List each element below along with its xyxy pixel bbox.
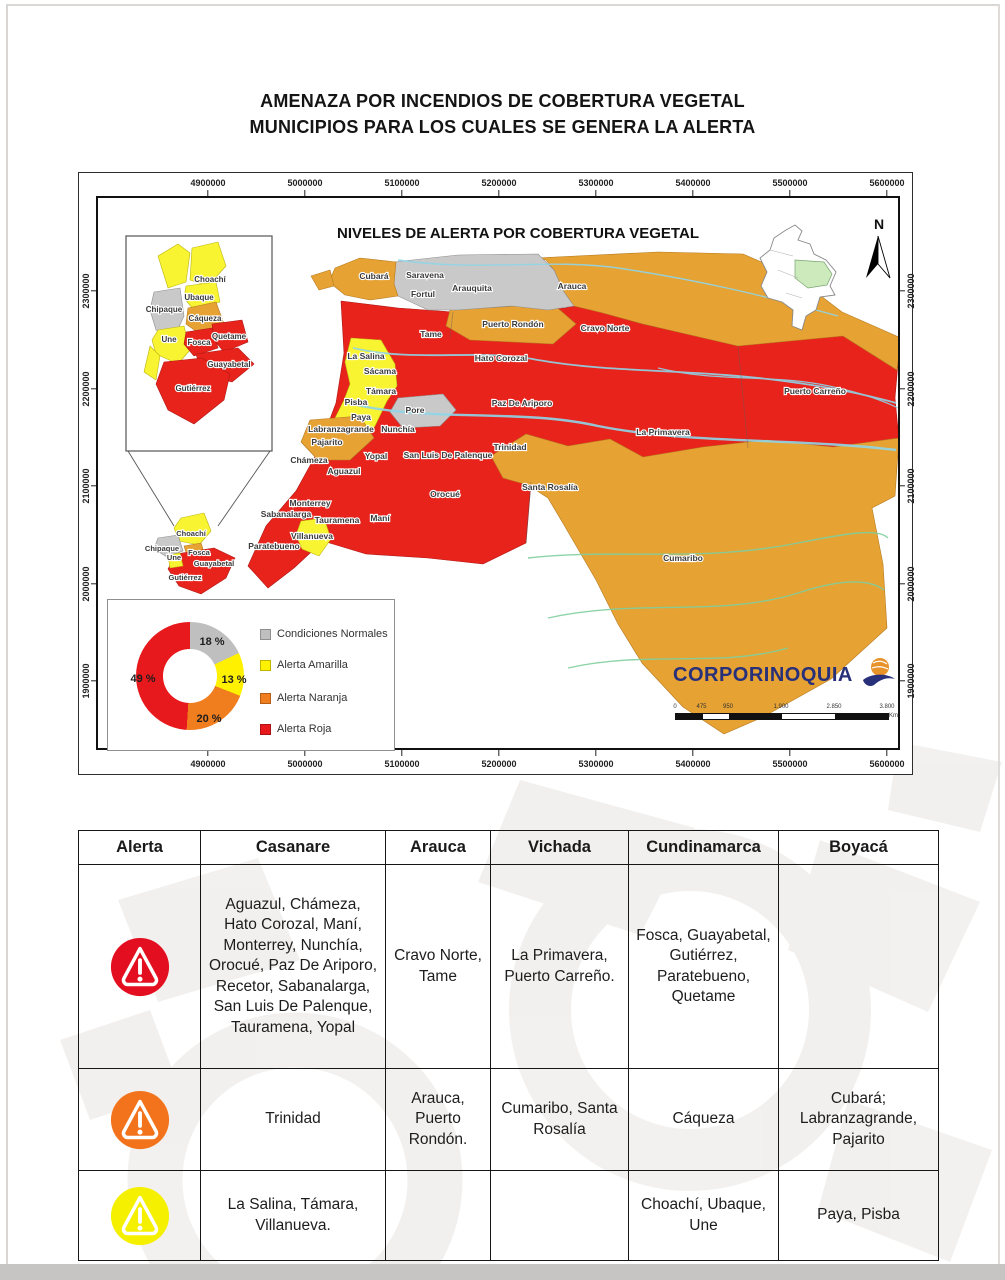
alert-triangle-icon <box>109 936 171 998</box>
axis-tick-label: 5000000 <box>287 178 323 188</box>
table-row <box>79 865 939 1069</box>
column-header: Casanare <box>201 831 386 865</box>
table-header-row <box>79 831 939 865</box>
map-label: Santa Rosalía <box>522 482 578 492</box>
map-label: Cravo Norte <box>580 323 630 333</box>
donut-hole <box>163 649 217 703</box>
map-label: Puerto Rondón <box>482 319 544 329</box>
map-label: Pisba <box>344 397 368 407</box>
scale-tick-label: 475 <box>696 704 707 710</box>
municipality-cell <box>491 1171 629 1261</box>
legend-item <box>260 628 388 640</box>
municipality-cell <box>779 865 939 1069</box>
axis-tick-label: 5300000 <box>578 178 614 188</box>
axis-tick-label: 2200000 <box>906 370 916 407</box>
municipality-cell: Arauca, Puerto Rondón. <box>386 1069 491 1171</box>
alert-triangle-icon <box>109 1089 171 1151</box>
map-label: Támara <box>365 386 397 396</box>
map-label: Paya <box>351 412 371 422</box>
axis-tick-label: 5500000 <box>772 759 808 769</box>
page-edge-top <box>6 4 1000 6</box>
scale-tick-label: 2.850 <box>826 704 842 710</box>
map-label: Choachí <box>176 529 206 538</box>
column-header: Arauca <box>386 831 491 865</box>
legend-label: Alerta Naranja <box>277 692 348 704</box>
map-label: Monterrey <box>289 498 331 508</box>
axis-tick-label: 1900000 <box>81 663 91 699</box>
column-header: Alerta <box>79 831 201 865</box>
table-row <box>79 1069 939 1171</box>
municipality-cell: Cravo Norte, Tame <box>386 865 491 1069</box>
map-label: Aguazul <box>327 466 361 476</box>
municipality-cell: Cumaribo, Santa Rosalía <box>491 1069 629 1171</box>
map-xaxis-bottom <box>98 750 905 772</box>
scale-tick-label: 0 <box>673 704 677 710</box>
page-edge-left <box>6 4 8 1264</box>
map-yaxis-left <box>79 196 97 746</box>
map-label: Chipaque <box>145 305 183 314</box>
logo-text: CORPORINOQUIA <box>673 663 853 686</box>
map-label: Chipaque <box>144 544 180 553</box>
column-header: Boyacá <box>779 831 939 865</box>
municipality-cell: Cubará; Labranzagrande, Pajarito <box>779 1069 939 1171</box>
map-label: Tauramena <box>314 515 360 525</box>
map-label: Guayabetal <box>193 559 235 568</box>
municipality-cell: Choachí, Ubaque, Une <box>629 1171 779 1261</box>
column-header: Vichada <box>491 831 629 865</box>
map-label: Sabanalarga <box>260 509 312 519</box>
axis-tick-label: 1900000 <box>906 663 916 699</box>
donut-percent-label: 49 % <box>130 673 156 685</box>
map-label: La Primavera <box>636 427 690 437</box>
document-title-line1: AMENAZA POR INCENDIOS DE COBERTURA VEGETAL <box>260 91 745 111</box>
map-label: Saravena <box>406 270 444 280</box>
map-label: Paz De Ariporo <box>491 398 553 408</box>
corporinoquia-logo <box>673 653 913 697</box>
axis-tick-label: 2300000 <box>906 273 916 309</box>
alert-table <box>78 830 939 1261</box>
map-label: Cubará <box>359 271 389 281</box>
map-label: Arauquita <box>452 283 492 293</box>
map-label: Nunchía <box>381 424 415 434</box>
map-label: Yopal <box>364 451 388 461</box>
axis-tick-label: 2000000 <box>81 565 91 602</box>
municipality-cell: Fosca, Guayabetal, Gutiérrez, Paratebueno, Quetame <box>629 865 779 1069</box>
axis-tick-label: 2100000 <box>906 468 916 504</box>
municipality-cell: Trinidad <box>201 1069 386 1171</box>
north-arrow-icon <box>866 216 890 278</box>
legend-item <box>260 692 347 704</box>
map-label: Une <box>166 553 182 562</box>
axis-tick-label: 5400000 <box>675 178 711 188</box>
map-label: Fosca <box>188 548 210 557</box>
map-label: Fortul <box>410 289 436 299</box>
legend-swatch <box>260 660 271 671</box>
map-canvas <box>96 196 900 750</box>
map-label: Arauca <box>557 281 587 291</box>
donut-percent-label: 20 % <box>196 713 222 725</box>
municipality-cell: Paya, Pisba <box>779 1171 939 1261</box>
scale-bar-segments <box>675 713 889 720</box>
map-label: Guayabetal <box>207 360 251 369</box>
scale-unit: Km <box>889 713 898 719</box>
donut-percent-label: 13 % <box>221 674 247 686</box>
municipality-cell: Aguazul, Chámeza, Hato Corozal, Maní, Monterrey, Nunchía, Orocué, Paz De Ariporo, Recetor, Sabanalarga, San Luis De Palenque, Tauramena, Yopal <box>201 865 386 1069</box>
axis-tick-label: 5200000 <box>481 178 517 188</box>
legend-swatch <box>260 724 271 735</box>
map-label: Chámeza <box>290 455 328 465</box>
axis-tick-label: 2000000 <box>906 565 916 602</box>
municipality-cell: La Primavera, Puerto Carreño. <box>491 865 629 1069</box>
municipality-cell: La Salina, Támara, Villanueva. <box>201 1171 386 1261</box>
axis-tick-label: 5600000 <box>869 759 905 769</box>
axis-tick-label: 5100000 <box>384 759 420 769</box>
axis-tick-label: 4900000 <box>190 178 226 188</box>
axis-tick-label: 5400000 <box>675 759 711 769</box>
legend-label: Condiciones Normales <box>277 628 388 640</box>
axis-tick-label: 4900000 <box>190 759 226 769</box>
alert-triangle-icon <box>109 1185 171 1247</box>
donut-percent-label: 18 % <box>199 636 225 648</box>
map-label: Choachí <box>194 275 226 284</box>
municipality-cell <box>386 1171 491 1261</box>
scale-tick-label: 3.800 <box>879 704 895 710</box>
legend-label: Alerta Roja <box>277 723 332 735</box>
legend-swatch <box>260 693 271 704</box>
map-label: Orocué <box>430 489 460 499</box>
axis-tick-label: 5000000 <box>287 759 323 769</box>
map-label: Sácama <box>363 366 397 376</box>
scale-bar <box>673 704 898 722</box>
axis-tick-label: 5600000 <box>869 178 905 188</box>
document-title <box>0 88 1005 140</box>
logo-icon <box>859 655 899 695</box>
map-label: Une <box>161 335 177 344</box>
map-label: Fosca <box>187 338 211 347</box>
document-title-line2: MUNICIPIOS PARA LOS CUALES SE GENERA LA ALERTA <box>249 117 756 137</box>
map-label: Gutiérrez <box>175 384 211 393</box>
axis-tick-label: 5100000 <box>384 178 420 188</box>
map-label: Maní <box>370 513 390 523</box>
map-label: Villanueva <box>291 531 333 541</box>
legend-item <box>260 723 331 735</box>
alert-level-cell <box>79 1069 201 1171</box>
north-label: N <box>873 216 885 232</box>
scale-tick-label: 1.900 <box>773 704 789 710</box>
alert-chart-box <box>107 599 395 751</box>
map-xaxis-top <box>98 173 905 195</box>
map-title: NIVELES DE ALERTA POR COBERTURA VEGETAL <box>337 225 699 242</box>
page-edge-bottom <box>0 1264 1005 1280</box>
map-label: Pore <box>405 405 425 415</box>
map-label: Gutiérrez <box>168 573 202 582</box>
axis-tick-label: 2100000 <box>81 468 91 504</box>
legend-swatch <box>260 629 271 640</box>
scale-tick-label: 950 <box>722 704 734 710</box>
alert-level-cell <box>79 1171 201 1261</box>
axis-tick-label: 5500000 <box>772 178 808 188</box>
axis-tick-label: 5300000 <box>578 759 614 769</box>
table-row <box>79 1171 939 1261</box>
map-label: Trinidad <box>493 442 527 452</box>
legend-label: Alerta Amarilla <box>277 659 348 671</box>
map-label: Labranzagrande <box>308 424 374 434</box>
map-label: Hato Corozal <box>474 353 528 363</box>
municipality-cell: Cáqueza <box>629 1069 779 1171</box>
map-figure <box>78 172 916 775</box>
map-label: Cáqueza <box>188 314 222 323</box>
map-label: Quetame <box>211 332 247 341</box>
map-label: Cumaribo <box>663 553 703 563</box>
alert-level-cell <box>79 865 201 1069</box>
axis-tick-label: 5200000 <box>481 759 517 769</box>
map-label: San Luis De Palenque <box>403 450 493 460</box>
column-header: Cundinamarca <box>629 831 779 865</box>
map-label: Puerto Carreño <box>784 386 846 396</box>
page-edge-right <box>998 4 1000 1264</box>
axis-tick-label: 2200000 <box>81 370 91 407</box>
map-label: Ubaque <box>184 293 214 302</box>
map-label: Tame <box>420 329 442 339</box>
axis-tick-label: 2300000 <box>81 273 91 309</box>
map-label: La Salina <box>347 351 385 361</box>
map-label: Paratebueno <box>248 541 300 551</box>
legend-item <box>260 659 348 671</box>
map-label: Pajarito <box>311 437 343 447</box>
